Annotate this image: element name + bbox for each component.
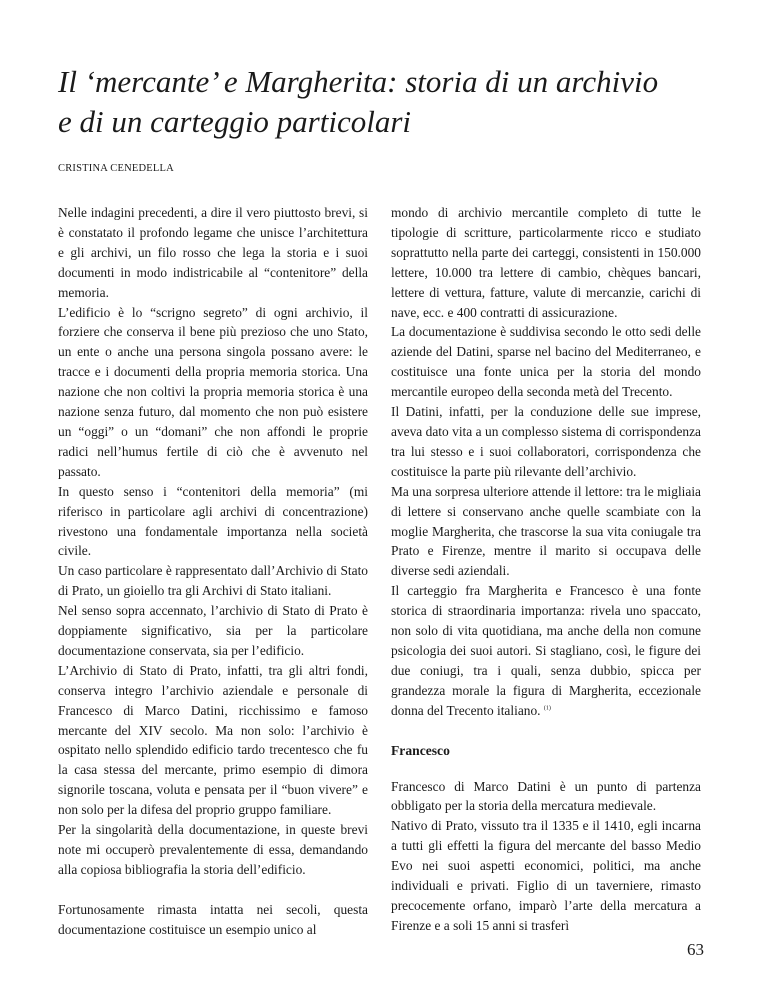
title-line-2: e di un carteggio particolari: [58, 104, 412, 139]
title-line-1: Il ‘mercante’ e Margherita: storia di un archivio: [58, 64, 659, 99]
section-heading: Francesco: [391, 742, 450, 758]
paragraph: Francesco di Marco Datini è un punto di partenza obbligato per la storia della mercatura medievale.: [391, 778, 701, 814]
paragraph: L’edificio è lo “scrigno segreto” di ogni archivio, il forziere che conserva il bene più prezioso che uno Stato, un ente o anche una persona singola possano avere: le tracce e i documenti della propria memoria storica. Una nazione che non coltivi la propria memoria storica è una nazione senza futuro, dal momento che non può esistere un “oggi” o un “domani” che non affondi le proprie radici nell’humus fertile di ciò che è avvenuto nel passato.: [58, 304, 368, 479]
paragraph: Il Datini, infatti, per la conduzione delle sue imprese, aveva dato vita a un complesso sistema di corrispondenza tra lui stesso e i suoi collaboratori, corrispondenza che costituisce la parte più rilevante dell’archivio.: [391, 404, 701, 479]
paragraph: La documentazione è suddivisa secondo le otto sedi delle aziende del Datini, sparse nel bacino del Mediterraneo, e costituisce una fonte unica per la storia del mondo mercantile europeo della seconda metà del Trecento.: [391, 324, 701, 400]
author-name: CRISTINA CENEDELLA: [58, 163, 174, 174]
left-column: [58, 203, 368, 940]
paragraph: In questo senso i “contenitori della memoria” (mi riferisco in particolare agli archivi di concentrazione) rivestono una fondamentale importanza nella società civile.: [58, 483, 368, 559]
page-number: 63: [687, 940, 704, 959]
article-title: [58, 62, 718, 142]
paragraph-text: Il carteggio fra Margherita e Francesco è una fonte storica di straordinaria importanza: rivela uno spaccato, non solo di vita quotidiana, ma anche della non comune psicologia dei suoi autori. Si stagliano, così, le figure dei due coniugi, tra i quali, senza dubbio, spicca per grandezza morale la figura di Margherita, eccezionale donna del Trecento italiano.: [391, 583, 701, 718]
footnote-reference[interactable]: (1): [543, 705, 551, 712]
paragraph: Un caso particolare è rappresentato dall’Archivio di Stato di Prato, un gioiello tra gli Archivi di Stato italiani.: [58, 563, 368, 599]
paragraph: Fortunosamente rimasta intatta nei secoli, questa documentazione costituisce un esempio unico al: [58, 901, 368, 937]
paragraph: Nel senso sopra accennato, l’archivio di Stato di Prato è doppiamente significativo, sia per la particolare documentazione conservata, sia per l’edificio.: [58, 603, 368, 658]
paragraph: L’Archivio di Stato di Prato, infatti, tra gli altri fondi, conserva integro l’archivio aziendale e personale di Francesco di Marco Datini, ricchissimo e famoso mercante del XIV secolo. Ma non solo: l’archivio è ospitato nello splendido edificio tardo trecentesco che fu la casa stessa del mercante, primo esempio di dimora signorile toscana, voluta e pensata per il “buon vivere” e non solo per la difesa del proprio gruppo familiare.: [58, 662, 368, 818]
right-column: [391, 203, 701, 936]
paragraph: Per la singolarità della documentazione, in queste brevi note mi occuperò prevalentemente di essa, demandando alla copiosa bibliografia la storia dell’edificio.: [58, 822, 368, 877]
paragraph-with-footnote: [391, 581, 701, 720]
paragraph: Nelle indagini precedenti, a dire il vero piuttosto brevi, si è constatato il profondo legame che unisce l’architettura e gli archivi, un filo rosso che lega la storia e i suoi documenti in modo indistricabile al “contenitore” della memoria.: [58, 205, 368, 300]
paragraph: Nativo di Prato, vissuto tra il 1335 e il 1410, egli incarna a tutti gli effetti la figura del mercante del basso Medio Evo nei suoi aspetti economici, politici, ma anche individuali e privati. Figlio di un taverniere, rimasto precocemente orfano, imparò l’arte della mercatura a Firenze e a soli 15 anni si trasferì: [391, 818, 701, 933]
paragraph: mondo di archivio mercantile completo di tutte le tipologie di scritture, particolarmente ricco e studiato soprattutto nella parte dei carteggi, consistenti in 150.000 lettere, 10.000 tra lettere di cambio, chèques bancari, lettere di vettura, fatture, valute di mercanzie, carichi di nave, ecc. e 400 contratti di assicurazione.: [391, 205, 701, 320]
paragraph: Ma una sorpresa ulteriore attende il lettore: tra le migliaia di lettere si conservano anche quelle scambiate con la moglie Margherita, che trascorse la sua vita coniugale tra Prato e Firenze, mentre il marito si occupava delle diverse sedi aziendali.: [391, 483, 701, 579]
